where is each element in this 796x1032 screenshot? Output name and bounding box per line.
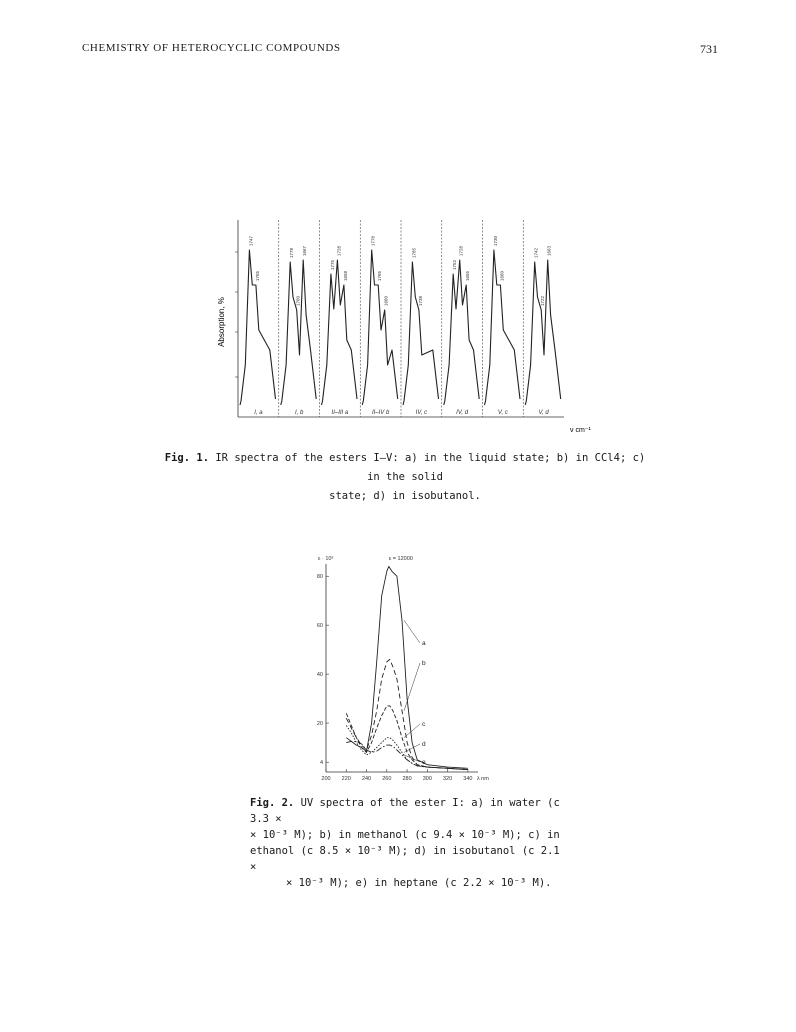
ir-peak-label: 1730: [492, 235, 498, 246]
ir-peak-label: 1747: [248, 235, 254, 246]
ir-peak-label: 1667: [302, 245, 308, 256]
uv-x-label: λ nm: [476, 776, 489, 782]
ir-panel-label: I, a: [254, 410, 263, 416]
ir-peak-label: 1660: [499, 270, 505, 281]
journal-title: CHEMISTRY OF HETEROCYCLIC COMPOUNDS: [82, 42, 341, 54]
ir-spectrum-line: [444, 260, 479, 405]
uv-x-tick-label: 260: [382, 776, 392, 782]
uv-series-e: [346, 741, 468, 769]
uv-series-leader: [404, 620, 420, 643]
ir-peak-label: 1663: [546, 245, 552, 256]
ir-peak-label: 1655: [465, 270, 471, 281]
ir-peak-label: 1728: [336, 245, 342, 256]
ir-panel-label: I, b: [294, 410, 304, 416]
uv-series-leader: [404, 724, 420, 738]
ir-peak-label: 1722: [540, 295, 546, 306]
ir-peak-label: 1728: [458, 245, 464, 256]
figure-1-ir-spectra: [212, 212, 602, 442]
uv-y-tick-label: 40: [316, 672, 323, 679]
ir-peak-label: 1742: [533, 247, 539, 258]
ir-peak-label: 1760: [295, 295, 301, 306]
uv-series-label: d: [422, 741, 426, 748]
ir-peak-label: 1738: [417, 295, 423, 306]
figure-2-caption-line-4: × 10⁻³ M); e) in heptane (c 2.2 × 10⁻³ M).: [286, 877, 552, 889]
uv-series-leader: [404, 755, 420, 762]
uv-x-tick-label: 200: [321, 776, 331, 782]
uv-series-label: b: [422, 660, 426, 667]
ir-panel-label: V, c: [497, 410, 508, 416]
ir-peak-label: 1752: [452, 259, 458, 270]
ir-peak-label: 1658: [342, 270, 348, 281]
uv-annotation: ε = 12000: [388, 556, 413, 562]
uv-series-label: e: [422, 759, 426, 766]
figure-1-caption-text-1: IR spectra of the esters I–V: a) in the liquid state; b) in CCl4; c) in the solid: [215, 452, 646, 483]
ir-spectrum-line: [403, 262, 439, 405]
figure-2-caption-line-3: ethanol (c 8.5 × 10⁻³ M); d) in isobutanol (c 2.1 ×: [250, 845, 560, 873]
ir-panel-label: II–III a: [331, 410, 349, 416]
uv-x-tick-label: 220: [341, 776, 351, 782]
figure-1-label: Fig. 1.: [164, 452, 210, 464]
ir-peak-label: 1765: [377, 270, 383, 281]
ir-xlabel: ν cm⁻¹: [570, 427, 591, 434]
ir-peak-label: 1765: [254, 270, 260, 281]
ir-spectrum-line: [525, 260, 560, 405]
ir-ylabel: Absorption, %: [217, 297, 226, 347]
uv-x-tick-label: 280: [402, 776, 412, 782]
ir-peak-label: 1660: [383, 295, 389, 306]
figure-2-caption-line-2: × 10⁻³ M); b) in methanol (c 9.4 × 10⁻³ M); c) in: [250, 829, 560, 841]
uv-series-leader: [404, 744, 420, 752]
ir-spectra-plot: [212, 212, 602, 442]
figure-1-caption-line-1: [160, 449, 650, 487]
figure-2-label: Fig. 2.: [250, 797, 295, 809]
uv-series-label: c: [422, 721, 426, 728]
ir-panel-label: V, d: [538, 410, 549, 416]
uv-spectra-plot: [302, 550, 516, 792]
uv-series-label: a: [422, 640, 426, 647]
page-header: [82, 42, 718, 62]
ir-peak-label: 1778: [370, 235, 376, 246]
figure-2-caption-line-1: [250, 795, 570, 827]
figure-1-caption-line-2: state; d) in isobutanol.: [329, 490, 481, 502]
figure-2-caption: [250, 795, 570, 891]
page-number: 731: [700, 42, 718, 56]
uv-y-tick-label: 4: [319, 760, 323, 767]
figure-2-caption-text-1: UV spectra of the ester I: a) in water (c 3.3 ×: [250, 797, 560, 825]
ir-panel-label: II–IV b: [371, 410, 390, 416]
ir-spectrum-line: [322, 260, 358, 405]
uv-x-tick-label: 340: [463, 776, 473, 782]
uv-y-label: ε · 10³: [318, 556, 334, 562]
figure-1-caption: [160, 449, 650, 506]
uv-y-tick-label: 60: [316, 623, 323, 630]
ir-peak-label: 1775: [329, 259, 335, 270]
uv-y-tick-label: 80: [316, 574, 323, 581]
uv-series-a: [346, 566, 468, 768]
ir-spectrum-line: [281, 260, 316, 405]
uv-y-tick-label: 20: [316, 721, 323, 728]
uv-x-tick-label: 300: [422, 776, 432, 782]
figure-2-uv-spectra: [302, 550, 516, 792]
ir-peak-label: 1778: [289, 247, 295, 258]
ir-peak-label: 1785: [411, 247, 417, 258]
uv-x-tick-label: 240: [361, 776, 372, 782]
ir-panel-label: IV, d: [456, 410, 469, 416]
ir-panel-label: IV, c: [415, 410, 428, 416]
uv-x-tick-label: 320: [443, 776, 453, 782]
